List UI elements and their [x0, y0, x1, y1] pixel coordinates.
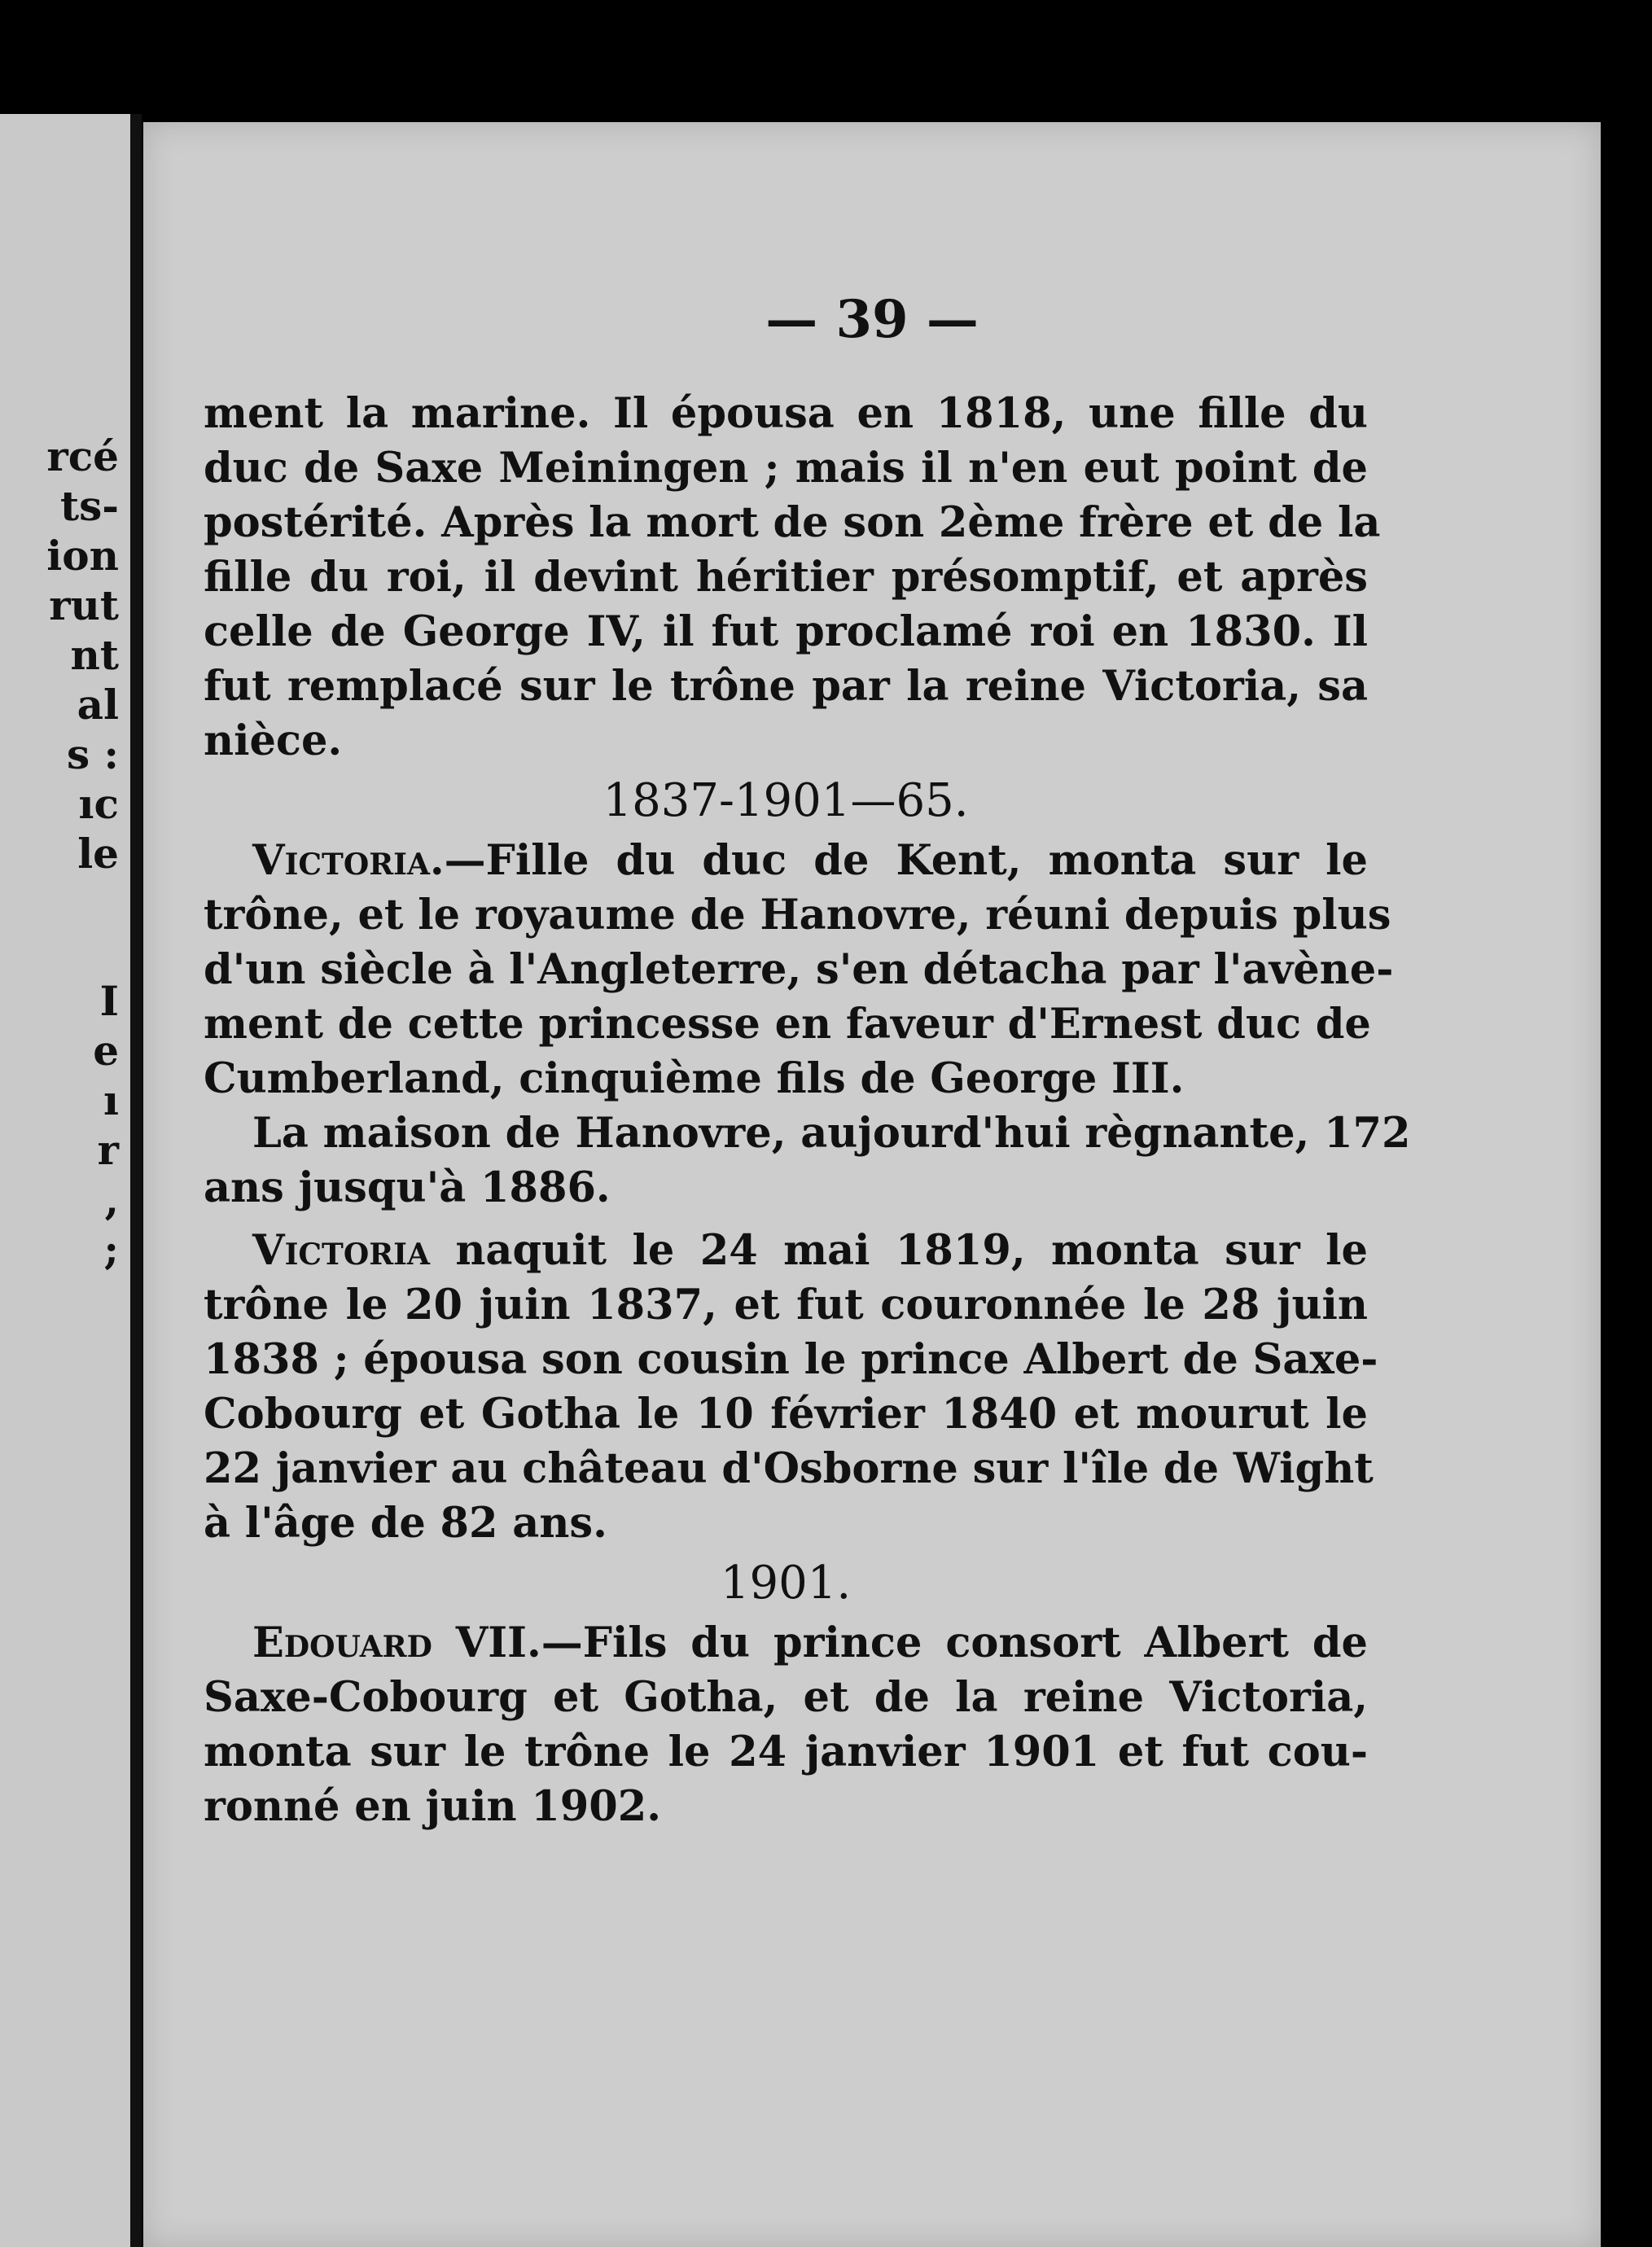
previous-page-text-fragments [5, 431, 119, 1274]
text-fragment: naquit le 24 mai 1819, monta sur le [429, 1226, 1368, 1275]
text-line: ment la marine. Il épousa en 1818, une fille du [204, 389, 1368, 438]
fragment: e [93, 1027, 119, 1075]
fragment: ı [103, 1076, 119, 1124]
text-line: nièce. [204, 716, 343, 765]
book-page [143, 122, 1601, 2247]
text-line: duc de Saxe Meiningen ; mais il n'en eut point de [204, 444, 1368, 493]
text-fragment: —Fille du duc de Kent, monta sur le [444, 836, 1368, 885]
fragment: ıc [78, 780, 119, 828]
fragment: s : [66, 730, 119, 778]
text-line: ans jusqu'à 1886. [204, 1163, 611, 1212]
text-line: La maison de Hanovre, aujourd'hui règnante, 172 [252, 1109, 1411, 1158]
fragment: al [77, 681, 119, 729]
text-fragment: VII.—Fils du prince consort Albert de [432, 1618, 1368, 1667]
fragment-gap [5, 878, 119, 976]
fragment: r [97, 1126, 119, 1174]
text-line: Cumberland, cinquième fils de George III. [204, 1054, 1185, 1103]
text-line: postérité. Après la mort de son 2ème frère et de la [204, 498, 1381, 547]
fragment: nt [70, 631, 119, 679]
text-line: fille du roi, il devint héritier présomptif, et après [204, 553, 1368, 602]
text-line: d'un siècle à l'Angleterre, s'en détacha par l'avène- [204, 945, 1394, 994]
text-line: 1838 ; épousa son cousin le prince Albert de Saxe- [204, 1335, 1378, 1384]
fragment: , [104, 1176, 119, 1224]
previous-page-edge [0, 114, 142, 2247]
text-line: trône le 20 juin 1837, et fut couronnée le 28 juin [204, 1281, 1368, 1329]
fragment: ; [103, 1225, 119, 1273]
section-heading-1837: 1837-1901—65. [603, 774, 969, 827]
text-line: fut remplacé sur le trône par la reine Victoria, sa [204, 662, 1368, 711]
text-line: Cobourg et Gotha le 10 février 1840 et mourut le [204, 1390, 1368, 1439]
spacer [204, 1215, 1368, 1224]
text-line: Saxe-Cobourg et Gotha, et de la reine Victoria, [204, 1673, 1368, 1722]
text-line: à l'âge de 82 ans. [204, 1499, 607, 1548]
fragment: le [77, 830, 119, 878]
text-line [204, 834, 1368, 888]
monarch-name: Victoria. [252, 836, 445, 885]
text-line: ronné en juin 1902. [204, 1782, 661, 1831]
fragment: ts- [60, 482, 119, 530]
page-number: — 39 — [765, 289, 979, 350]
monarch-name: Edouard [252, 1618, 432, 1667]
text-line: ment de cette princesse en faveur d'Ernest duc de [204, 1000, 1371, 1049]
text-line: celle de George IV, il fut proclamé roi en 1830. Il [204, 607, 1368, 656]
fragment: I [99, 977, 119, 1025]
fragment: ion [46, 532, 119, 580]
text-line [204, 1616, 1368, 1671]
text-line: 22 janvier au château d'Osborne sur l'île de Wight [204, 1444, 1374, 1493]
text-line: monta sur le trône le 24 janvier 1901 et fut cou- [204, 1728, 1368, 1776]
text-line: trône, et le royaume de Hanovre, réuni depuis plus [204, 891, 1391, 940]
fragment: rut [49, 581, 119, 629]
section-heading-1901: 1901. [720, 1557, 852, 1610]
text-line [204, 1224, 1368, 1278]
fragment: rcé [46, 432, 119, 480]
page-body [204, 387, 1411, 1834]
monarch-name: Victoria [252, 1226, 430, 1275]
